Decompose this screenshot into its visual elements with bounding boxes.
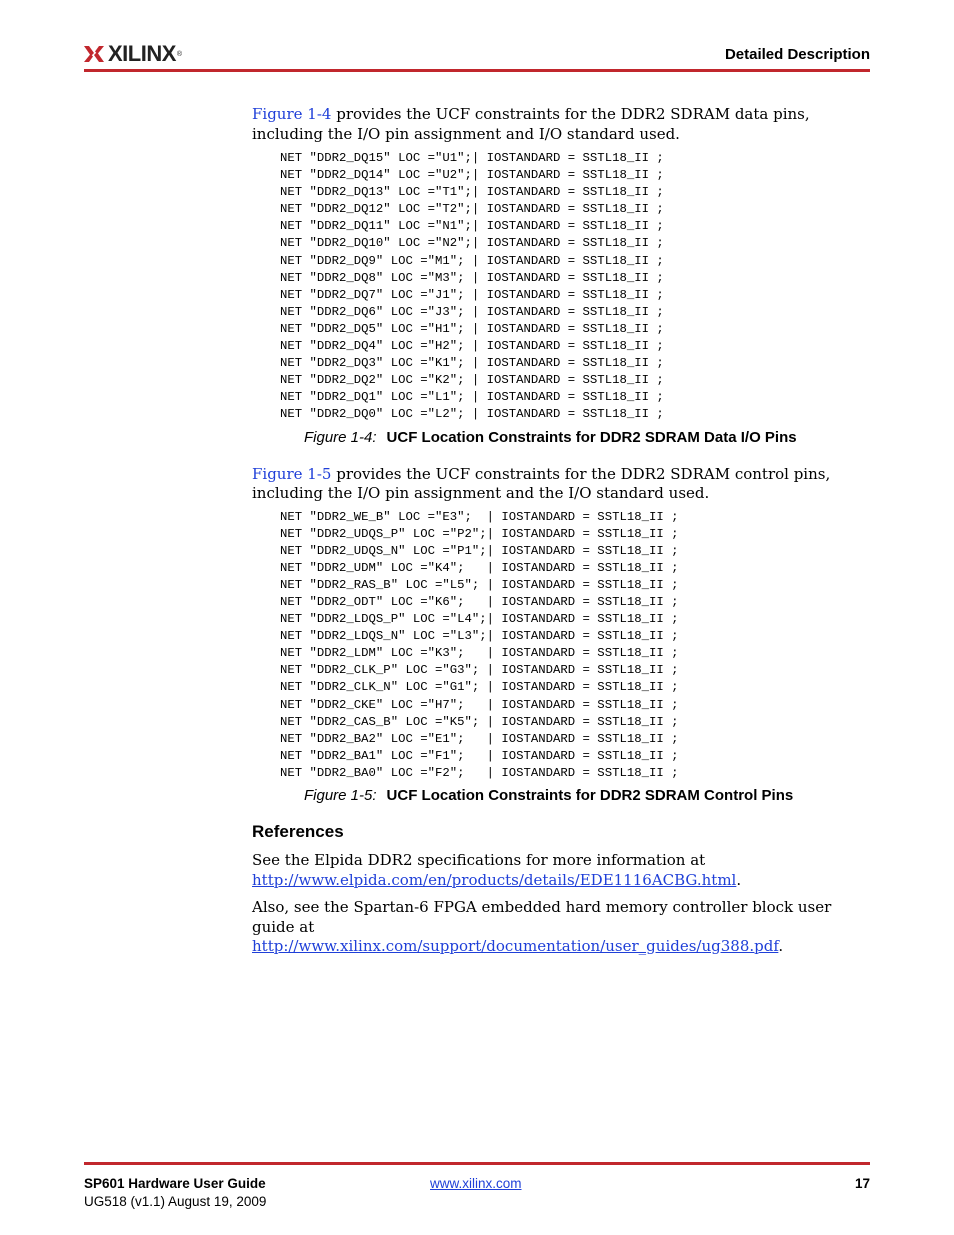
intro-paragraph-control-pins-text: provides the UCF constraints for the DDR2 SDRAM control pins, including the I/O pin assignment and the I/O standard used. xyxy=(252,464,831,502)
figure-1-4-caption-label: Figure 1-4: xyxy=(304,428,377,446)
figure-1-4-caption-title: UCF Location Constraints for DDR2 SDRAM Data I/O Pins xyxy=(386,428,797,446)
figure-1-5-caption xyxy=(304,787,872,804)
references-paragraph-elpida-text: See the Elpida DDR2 specifications for more information at xyxy=(252,851,706,869)
elpida-spec-link[interactable]: http://www.elpida.com/en/products/details/EDE1116ACBG.html xyxy=(252,870,737,889)
ug388-link[interactable]: http://www.xilinx.com/support/documentation/user_guides/ug388.pdf xyxy=(252,937,779,955)
section-title: Detailed Description xyxy=(724,46,870,63)
intro-paragraph-data-pins-text: provides the UCF constraints for the DDR2 SDRAM data pins, including the I/O pin assignment and I/O standard used. xyxy=(252,105,810,143)
figure-1-5-caption-label: Figure 1-5: xyxy=(304,787,377,804)
logo-registered-mark: ® xyxy=(176,50,183,58)
footer-doc-title: SP601 Hardware User Guide xyxy=(84,1176,266,1191)
references-paragraph-ug388-text: Also, see the Spartan-6 FPGA embedded hard memory controller block user guide at xyxy=(252,898,832,936)
references-paragraph-elpida xyxy=(252,851,872,890)
main-content xyxy=(252,105,872,957)
intro-paragraph-data-pins xyxy=(252,105,872,144)
footer-website-link[interactable]: www.xilinx.com xyxy=(430,1176,522,1191)
xilinx-logo xyxy=(84,41,182,67)
footer-doc-version: UG518 (v1.1) August 19, 2009 xyxy=(84,1194,267,1209)
period: . xyxy=(736,870,742,889)
references-heading: References xyxy=(252,822,344,841)
page-header xyxy=(84,38,870,72)
header-rule xyxy=(84,69,870,72)
code-block-data-pins: NET "DDR2_DQ15" LOC ="U1";| IOSTANDARD = SSTL18_II ; NET "DDR2_DQ14" LOC ="U2";| IOSTANDARD = SSTL18_II ; NET "DDR2_DQ13" LOC ="T1";| IOSTANDARD = SSTL18_II ; NET "DDR2_DQ12" LOC ="T2";| IOSTANDARD = SSTL18_II ; NET "DDR2_DQ11" LOC ="N1";| IOSTANDARD = SSTL18_II ; NET "DDR2_DQ10" LOC ="N2";| IOSTANDARD = SSTL18_II ; NET "DDR2_DQ9" LOC ="M1"; | IOSTANDARD = SSTL18_II ; NET "DDR2_DQ8" LOC ="M3"; | IOSTANDARD = SSTL18_II ; NET "DDR2_DQ7" LOC ="J1"; | IOSTANDARD = SSTL18_II ; NET "DDR2_DQ6" LOC ="J3"; | IOSTANDARD = SSTL18_II ; NET "DDR2_DQ5" LOC ="H1"; | IOSTANDARD = SSTL18_II ; NET "DDR2_DQ4" LOC ="H2"; | IOSTANDARD = SSTL18_II ; NET "DDR2_DQ3" LOC ="K1"; | IOSTANDARD = SSTL18_II ; NET "DDR2_DQ2" LOC ="K2"; | IOSTANDARD = SSTL18_II ; NET "DDR2_DQ1" LOC ="L1"; | IOSTANDARD = SSTL18_II ; NET "DDR2_DQ0" LOC ="L2"; | IOSTANDARD = SSTL18_II ; xyxy=(280,151,664,422)
page-number: 17 xyxy=(854,1176,870,1191)
xilinx-x-icon xyxy=(84,44,104,64)
figure-1-5-link[interactable]: Figure 1-5 xyxy=(252,464,332,483)
logo-text: XILINX xyxy=(108,41,176,66)
references-paragraph-ug388 xyxy=(252,898,872,957)
figure-1-4-caption xyxy=(304,429,872,446)
figure-1-4-link[interactable]: Figure 1-4 xyxy=(252,105,332,123)
figure-1-5-caption-title: UCF Location Constraints for DDR2 SDRAM Control Pins xyxy=(386,787,794,804)
intro-paragraph-control-pins xyxy=(252,465,872,504)
footer-rule xyxy=(84,1162,870,1165)
code-block-control-pins: NET "DDR2_WE_B" LOC ="E3"; | IOSTANDARD = SSTL18_II ; NET "DDR2_UDQS_P" LOC ="P2";| IOSTANDARD = SSTL18_II ; NET "DDR2_UDQS_N" LOC ="P1";| IOSTANDARD = SSTL18_II ; NET "DDR2_UDM" LOC ="K4"; | IOSTANDARD = SSTL18_II ; NET "DDR2_RAS_B" LOC ="L5"; | IOSTANDARD = SSTL18_II ; NET "DDR2_ODT" LOC ="K6"; | IOSTANDARD = SSTL18_II ; NET "DDR2_LDQS_P" LOC ="L4";| IOSTANDARD = SSTL18_II ; NET "DDR2_LDQS_N" LOC ="L3";| IOSTANDARD = SSTL18_II ; NET "DDR2_LDM" LOC ="K3"; | IOSTANDARD = SSTL18_II ; NET "DDR2_CLK_P" LOC ="G3"; | IOSTANDARD = SSTL18_II ; NET "DDR2_CLK_N" LOC ="G1"; | IOSTANDARD = SSTL18_II ; NET "DDR2_CKE" LOC ="H7"; | IOSTANDARD = SSTL18_II ; NET "DDR2_CAS_B" LOC ="K5"; | IOSTANDARD = SSTL18_II ; NET "DDR2_BA2" LOC ="E1"; | IOSTANDARD = SSTL18_II ; NET "DDR2_BA1" LOC ="F1"; | IOSTANDARD = SSTL18_II ; NET "DDR2_BA0" LOC ="F2"; | IOSTANDARD = SSTL18_II ; xyxy=(280,509,679,780)
period: . xyxy=(778,937,784,955)
